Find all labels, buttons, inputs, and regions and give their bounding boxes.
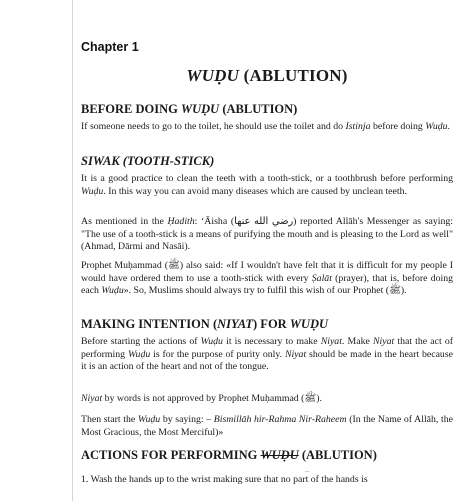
italic-term: Bismillāh hir-Rahma Nir-Raheem xyxy=(213,414,347,425)
title-term: WUḌU xyxy=(186,66,240,85)
italic-term: Wuḍu xyxy=(200,336,223,347)
heading-text: ) FOR xyxy=(253,317,290,331)
text-run: Then start the xyxy=(81,414,138,425)
text-run: (In the Name of Allāh, the Most Gracious, the Most Merciful)» xyxy=(81,414,453,438)
heading-text: BEFORE DOING xyxy=(81,102,182,116)
paragraph-siwak-practice xyxy=(81,173,453,198)
italic-term: Wuḍu xyxy=(425,121,448,132)
text-run: : ʻĀisha (رضي الله عنها) reported Allāh's Messenger as saying: "The use of a tooth-stick is a means of purifying the mouth and is pleasing to the Lord as well" (Ahmad, Dārmi and Nasāi). xyxy=(81,216,453,253)
heading-term: WUḌU xyxy=(289,317,329,331)
chapter-label: Chapter 1 xyxy=(81,40,139,54)
text-run: is for the purpose of purity only. xyxy=(150,348,285,360)
paragraph-toilet xyxy=(81,121,453,134)
text-run: . In this way you can avoid many diseases which are caused by unclean teeth. xyxy=(103,185,407,197)
heading-niyat xyxy=(81,317,328,332)
list-item xyxy=(81,474,453,487)
paragraph-bismillah xyxy=(81,414,453,439)
text-run: by words is not approved by Prophet Muḥammad (ﷺ). xyxy=(102,393,322,404)
heading-term: WUḌU xyxy=(181,102,220,116)
italic-term: Wuḍu xyxy=(137,414,161,425)
paragraph-prophet-saying xyxy=(81,260,453,298)
text-run: . Make xyxy=(341,336,373,347)
paragraph-niyat-words xyxy=(81,393,453,406)
italic-term: Niyat xyxy=(320,336,342,347)
text-run: Prophet Muḥammad (ﷺ) also said: «If I wouldn't have felt that it is difficult for my people I would have ordered them to use a tooth-stick with every xyxy=(81,260,454,284)
paragraph-niyat xyxy=(81,336,453,374)
text-run: it is necessary to make xyxy=(222,336,321,347)
italic-term: Niyat xyxy=(372,336,395,347)
text-run: As mentioned in the xyxy=(81,216,168,227)
heading-text: (ABLUTION) xyxy=(298,448,377,462)
text-run: before doing xyxy=(370,121,426,132)
text-run: that the act of performing xyxy=(81,336,453,360)
text-run: 1. Wash the hands up to the wrist making sure that no part of the hands is xyxy=(81,474,368,485)
heading-term: NIYAT xyxy=(217,317,254,331)
heading-actions xyxy=(81,448,377,463)
italic-term: Wuḍu xyxy=(127,348,151,360)
heading-text: MAKING INTENTION ( xyxy=(81,317,218,331)
heading-siwak xyxy=(81,154,214,169)
text-run: ». So, Muslims should always try to fulfil this wish of our Prophet (ﷺ). xyxy=(123,285,407,297)
heading-text: (ABLUTION) xyxy=(219,102,298,116)
heading-text: SIWAK (TOOTH-STICK) xyxy=(81,154,215,168)
text-run: . xyxy=(447,121,450,132)
italic-term: Istinja xyxy=(345,121,371,132)
heading-text: ACTIONS FOR PERFORMING xyxy=(81,448,261,462)
stray-mark: ‒ xyxy=(305,466,310,476)
italic-term: Wuḍu xyxy=(81,185,104,197)
italic-term: Ḥadith xyxy=(167,216,195,227)
book-page xyxy=(72,0,460,501)
italic-term: Niyat xyxy=(284,348,307,360)
text-run: should be made in the heart because it is an action of the heart and not of the tongue. xyxy=(81,348,453,373)
text-run: It is a good practice to clean the teeth with a tooth-stick, or a toothbrush before performing xyxy=(81,173,453,184)
text-run: If someone needs to go to the toilet, he should use the toilet and do xyxy=(81,121,346,132)
text-run: Before starting the actions of xyxy=(81,336,201,347)
heading-before-wudu xyxy=(81,102,297,117)
paragraph-hadith xyxy=(81,216,453,254)
italic-term: Niyat xyxy=(81,393,103,404)
italic-term: Wuḍu xyxy=(101,285,124,297)
text-run: (prayer), that is, before doing each xyxy=(81,272,454,297)
page-title xyxy=(73,66,460,86)
italic-term: Ṣalāt xyxy=(311,272,332,284)
heading-term: WUḌU xyxy=(260,448,299,462)
text-run: by saying: – xyxy=(160,414,214,425)
title-paren: (ABLUTION) xyxy=(239,66,348,85)
